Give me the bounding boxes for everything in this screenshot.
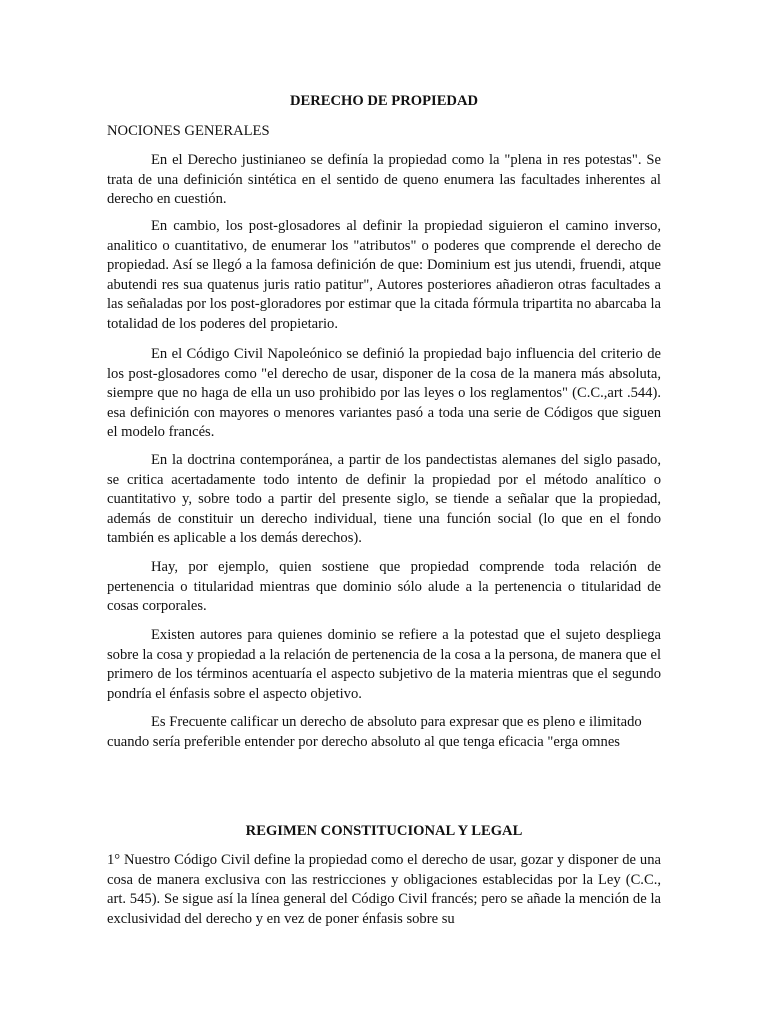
- paragraph-3: En el Código Civil Napoleónico se definió la propiedad bajo influencia del criterio de los post-glosadores como "el derecho de usar, disponer de la cosa de la manera más absoluta, siempre que no haga de ella un uso prohibido por las leyes o los reglamentos" (C.C.,art .544). esa definición con mayores o menores variantes pasó a toda una serie de Códigos que siguen el modelo francés.: [107, 346, 661, 440]
- document-title: DERECHO DE PROPIEDAD: [289, 93, 479, 109]
- paragraph-4: En la doctrina contemporánea, a partir de los pandectistas alemanes del siglo pasado, se critica acertadamente todo intento de definir la propiedad por el método analítico o cuantitativo y, sobre todo a partir del presente siglo, se tiende a señalar que la propiedad, además de constituir un derecho individual, tiene una función social (lo que en el fondo también es aplicable a los demás derechos).: [107, 452, 661, 546]
- paragraph-6: Existen autores para quienes dominio se refiere a la potestad que el sujeto despliega sobre la cosa y propiedad a la relación de pertenencia de la cosa a la persona, de manera que el primero de los términos acentuaría el aspecto subjetivo de la materia mientras que el segundo pondría el énfasis sobre el aspecto objetivo.: [107, 627, 661, 702]
- paragraph-5: Hay, por ejemplo, quien sostiene que propiedad comprende toda relación de pertenencia o titularidad mientras que dominio sólo alude a la pertenencia o titularidad de cosas corporales.: [107, 559, 661, 614]
- paragraph-7: Es Frecuente calificar un derecho de absoluto para expresar que es pleno e ilimitado cuando sería preferible entender por derecho absoluto al que tenga eficacia "erga omnes: [107, 714, 642, 750]
- paragraph-2: En cambio, los post-glosadores al definir la propiedad siguieron el camino inverso, analitico o cuantitativo, de enumerar los "atributos" o poderes que comprende el derecho de propiedad. Así se llegó a la famosa definición de que: Dominium est jus utendi, fruendi, atque abutendi res sua quatenus juris ratio patitur", Autores posteriores añadieron otras facultades a las señaladas por los post-gloradores por estimar que la citada fórmula tripartita no abarcaba la totalidad de los poderes del propietario.: [107, 218, 661, 332]
- section2-title: REGIMEN CONSTITUCIONAL Y LEGAL: [245, 823, 523, 839]
- paragraph-1: En el Derecho justinianeo se definía la propiedad como la "plena in res potestas". Se trata de una definición sintética en el sentido de queno enumera las facultades inherentes al derecho en cuestión.: [107, 152, 661, 207]
- section-label: NOCIONES GENERALES: [107, 123, 270, 139]
- section2-paragraph: 1° Nuestro Código Civil define la propiedad como el derecho de usar, gozar y disponer de una cosa de manera exclusiva con las restricciones y obligaciones establecidas por la Ley (C.C., art. 545). Se sigue así la línea general del Código Civil francés; pero se añade la mención de la exclusividad del derecho y en vez de poner énfasis sobre su: [107, 852, 661, 927]
